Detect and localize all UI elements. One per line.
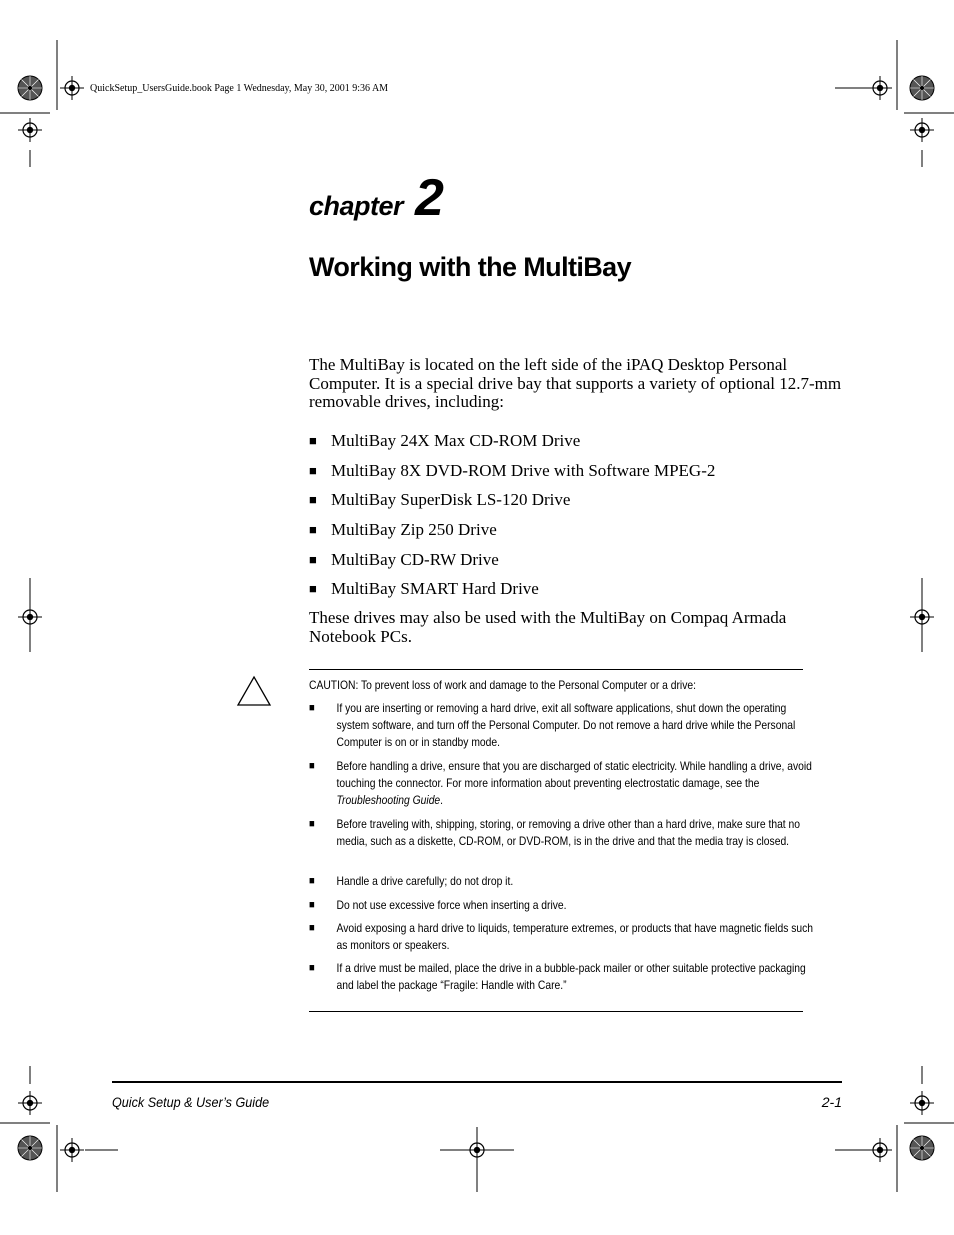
- drive-name: MultiBay 8X DVD-ROM Drive with Software MPEG-2: [331, 460, 716, 480]
- list-item: [309, 816, 816, 850]
- caution-text: Avoid exposing a hard drive to liquids, temperature extremes, or products that have magnetic fields such as monitors or speakers.: [336, 921, 814, 952]
- footer-book-title: Quick Setup & User’s Guide: [112, 1094, 270, 1110]
- bullet-icon: ■: [309, 551, 317, 567]
- list-item: [309, 920, 816, 954]
- registration-star-icon: [910, 1136, 934, 1160]
- print-slug: QuickSetup_UsersGuide.book Page 1 Wednesday, May 30, 2001 9:36 AM: [90, 83, 389, 94]
- compatibility-note: These drives may also be used with the MultiBay on Compaq Armada Notebook PCs.: [309, 608, 787, 646]
- drive-name: MultiBay Zip 250 Drive: [331, 520, 497, 540]
- bullet-icon: ■: [309, 875, 315, 887]
- list-item: [309, 960, 816, 994]
- bullet-icon: ■: [309, 433, 317, 448]
- bullet-icon: ■: [309, 492, 317, 508]
- drive-name: MultiBay SMART Hard Drive: [331, 579, 539, 599]
- drive-name: MultiBay CD-RW Drive: [331, 549, 499, 569]
- chapter-number: 2: [415, 169, 444, 227]
- bullet-icon: ■: [309, 522, 317, 538]
- bullet-icon: ■: [309, 899, 315, 911]
- page-number: 2-1: [821, 1094, 842, 1110]
- chapter-label: chapter: [309, 191, 404, 221]
- footer-rule: [112, 1081, 842, 1083]
- caution-text: Do not use excessive force when inserting a drive.: [336, 898, 567, 912]
- registration-target-icon: [910, 118, 934, 142]
- registration-target-icon: [60, 76, 84, 100]
- caution-text: Before handling a drive, ensure that you are discharged of static electricity. While handling a drive, avoid touching the connector. For more information about preventing electrostatic damage, see the Troubleshooting Guide.: [336, 759, 812, 807]
- registration-star-icon: [910, 76, 934, 100]
- bullet-icon: ■: [309, 581, 317, 597]
- intro-paragraph: The MultiBay is located on the left side of the iPAQ Desktop Personal Computer. It is a special drive bay that supports a variety of optional 12.7-mm removable drives, including:: [309, 355, 842, 411]
- caution-heading: CAUTION: To prevent loss of work and damage to the Personal Computer or a drive:: [309, 678, 696, 692]
- registration-star-icon: [18, 76, 42, 100]
- caution-top-rule: [309, 669, 803, 670]
- page-title: Working with the MultiBay: [309, 252, 631, 282]
- list-item: [309, 430, 829, 460]
- registration-target-icon: [60, 1138, 84, 1162]
- drive-name: MultiBay 24X Max CD-ROM Drive: [331, 431, 581, 450]
- list-item: [309, 519, 829, 549]
- list-item: [309, 549, 829, 579]
- registration-target-icon: [868, 1138, 892, 1162]
- list-item: [309, 873, 816, 890]
- caution-bottom-rule: [309, 1011, 803, 1012]
- caution-text: Handle a drive carefully; do not drop it.: [336, 874, 514, 888]
- bullet-icon: ■: [309, 462, 317, 478]
- chapter-heading: [309, 168, 444, 228]
- list-item: [309, 700, 816, 751]
- registration-star-icon: [18, 1136, 42, 1160]
- list-item: [309, 460, 829, 490]
- registration-target-icon: [18, 118, 42, 142]
- bullet-icon: ■: [309, 962, 315, 974]
- list-item: [309, 578, 829, 608]
- drive-name: MultiBay SuperDisk LS-120 Drive: [331, 490, 571, 510]
- caution-text: Before traveling with, shipping, storing, or removing a drive other than a hard drive, make sure that no media, such as a diskette, CD-ROM, or DVD-ROM, is in the drive and that the media tray is closed.: [336, 817, 801, 848]
- drive-list: [309, 430, 829, 608]
- caution-text: If a drive must be mailed, place the drive in a bubble-pack mailer or other suitable protective packaging and label the package “Fragile: Handle with Care.”: [336, 961, 806, 992]
- registration-target-icon: [910, 1091, 934, 1115]
- list-item: [309, 897, 816, 914]
- bullet-icon: ■: [309, 922, 315, 934]
- list-item: [309, 758, 816, 809]
- list-item: [309, 489, 829, 519]
- registration-target-icon: [18, 1091, 42, 1115]
- guide-reference: Troubleshooting Guide: [336, 793, 441, 807]
- bullet-icon: ■: [309, 760, 315, 772]
- caution-triangle-icon: [236, 675, 272, 707]
- bullet-icon: ■: [309, 702, 315, 714]
- bullet-icon: ■: [309, 818, 315, 830]
- registration-target-icon: [868, 76, 892, 100]
- caution-text: If you are inserting or removing a hard drive, exit all software applications, shut down the operating system software, and turn off the Personal Computer. Do not remove a hard drive while the Personal Computer is on or in standby mode.: [336, 701, 796, 749]
